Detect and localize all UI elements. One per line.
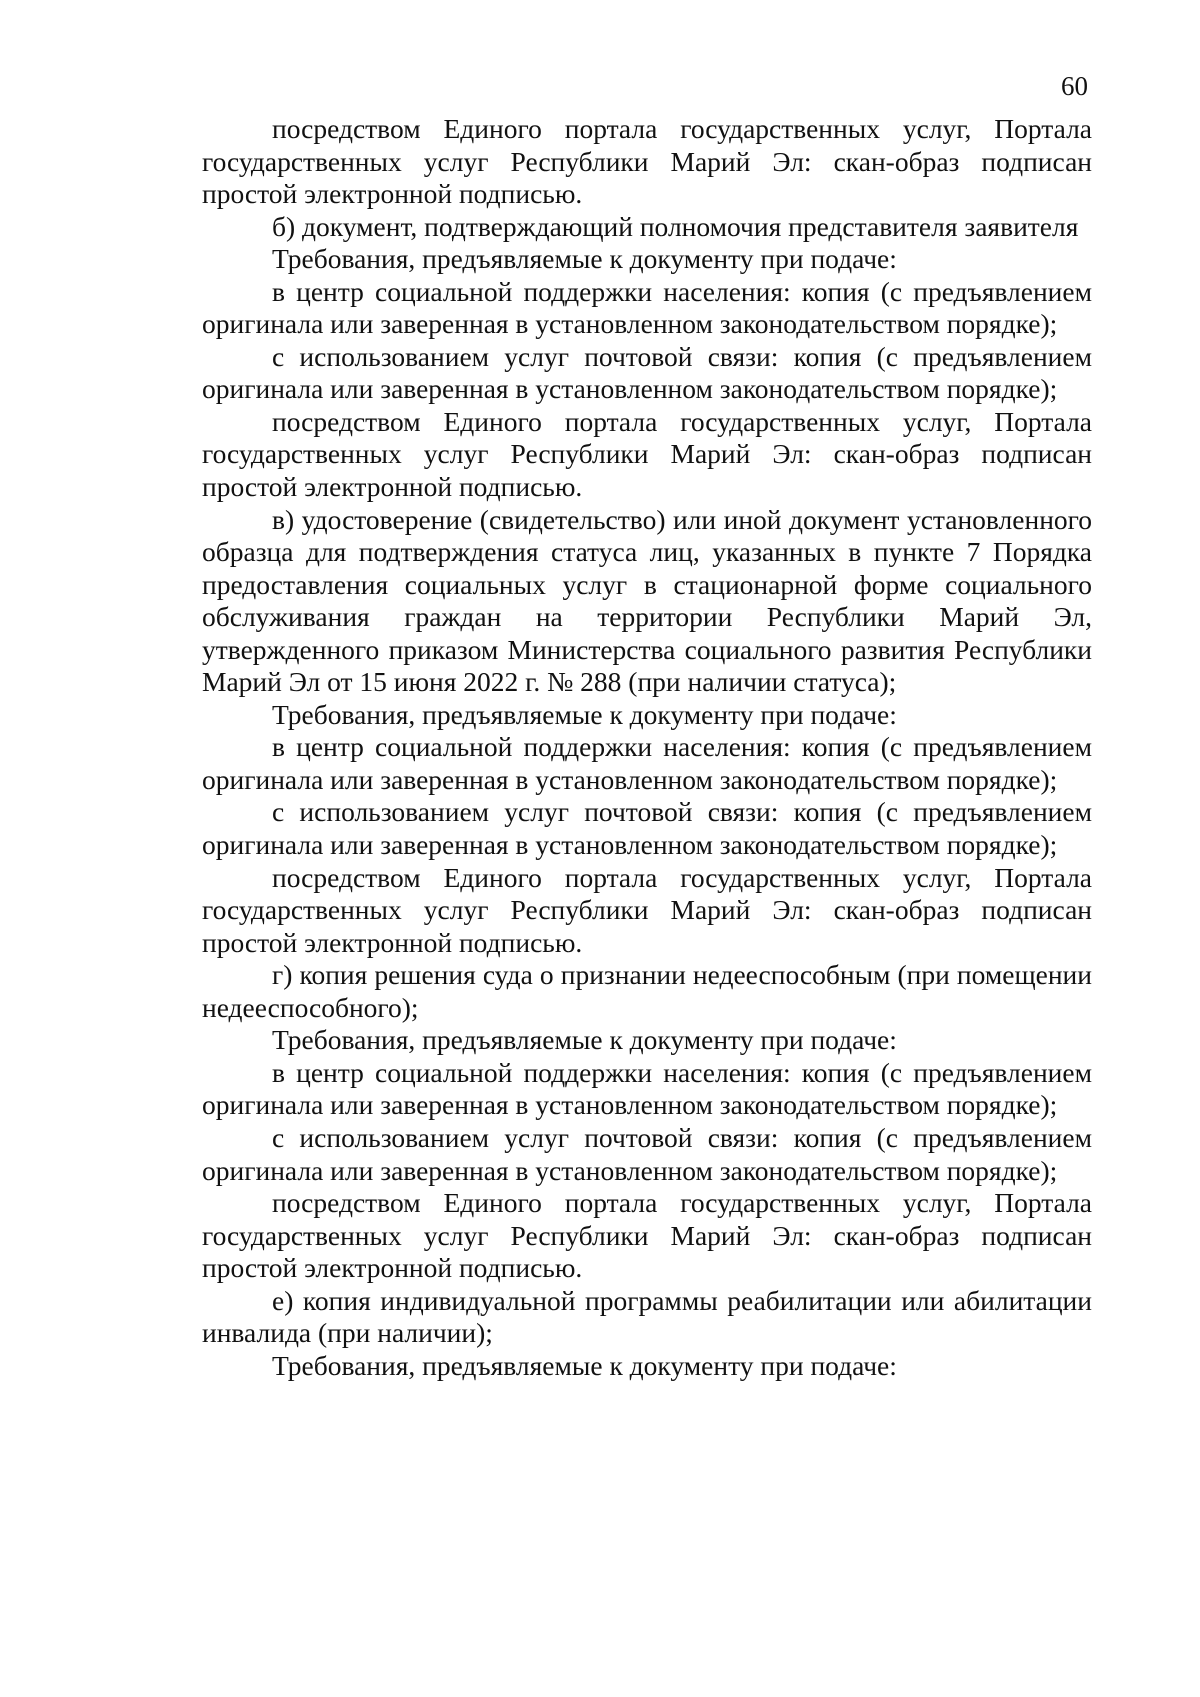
paragraph-postal-service: с использованием услуг почтовой связи: копия (с предъявлением оригинала или заверенная в установленном законодательством порядке); [202,340,1092,405]
paragraph-requirements-heading: Требования, предъявляемые к документу при подаче: [272,243,897,275]
paragraph-social-support-center: в центр социальной поддержки населения: копия (с предъявлением оригинала или заверенная в установленном законодательством порядке); [202,1056,1092,1121]
paragraph-item-b-representative-document: б) документ, подтверждающий полномочия представителя заявителя [272,210,1079,242]
paragraph-requirements-heading: Требования, предъявляемые к документу при подаче: [272,1349,897,1381]
document-body [202,113,1092,1382]
paragraph-item-g-court-decision: г) копия решения суда о признании недееспособным (при помещении недееспособного); [202,959,1092,1023]
paragraph-postal-service: с использованием услуг почтовой связи: копия (с предъявлением оригинала или заверенная в установленном законодательством порядке); [202,1121,1092,1186]
paragraph-epgu-signature: посредством Единого портала государственных услуг, Портала государственных услуг Республики Марий Эл: скан-образ подписан простой электронной подписью. [202,113,1092,210]
paragraph-social-support-center: в центр социальной поддержки населения: копия (с предъявлением оригинала или заверенная в установленном законодательством порядке); [202,731,1092,795]
paragraph-postal-service: с использованием услуг почтовой связи: копия (с предъявлением оригинала или заверенная в установленном законодательством порядке); [202,796,1092,861]
paragraph-item-v-status-certificate: в) удостоверение (свидетельство) или иной документ установленного образца для подтверждения статуса лиц, указанных в пункте 7 Порядка предоставления социальных услуг в стационарной форме социального обслуживания граждан на территории Республики Марий Эл, утвержденного приказом Министерства социального развития Республики Марий Эл от 15 июня 2022 г. № 288 (при наличии статуса); [202,503,1092,698]
paragraph-epgu-signature: посредством Единого портала государственных услуг, Портала государственных услуг Республики Марий Эл: скан-образ подписан простой электронной подписью. [202,405,1092,503]
paragraph-item-e-rehabilitation-program: е) копия индивидуальной программы реабилитации или абилитации инвалида (при наличии); [202,1284,1092,1349]
paragraph-social-support-center: в центр социальной поддержки населения: копия (с предъявлением оригинала или заверенная в установленном законодательством порядке); [202,275,1092,340]
paragraph-epgu-signature: посредством Единого портала государственных услуг, Портала государственных услуг Республики Марий Эл: скан-образ подписан простой электронной подписью. [202,1187,1092,1284]
paragraph-epgu-signature: посредством Единого портала государственных услуг, Портала государственных услуг Республики Марий Эл: скан-образ подписан простой электронной подписью. [202,861,1092,958]
paragraph-requirements-heading: Требования, предъявляемые к документу при подаче: [272,1024,897,1056]
page-number: 60 [1061,71,1088,101]
paragraph-requirements-heading: Требования, предъявляемые к документу при подаче: [272,698,897,730]
